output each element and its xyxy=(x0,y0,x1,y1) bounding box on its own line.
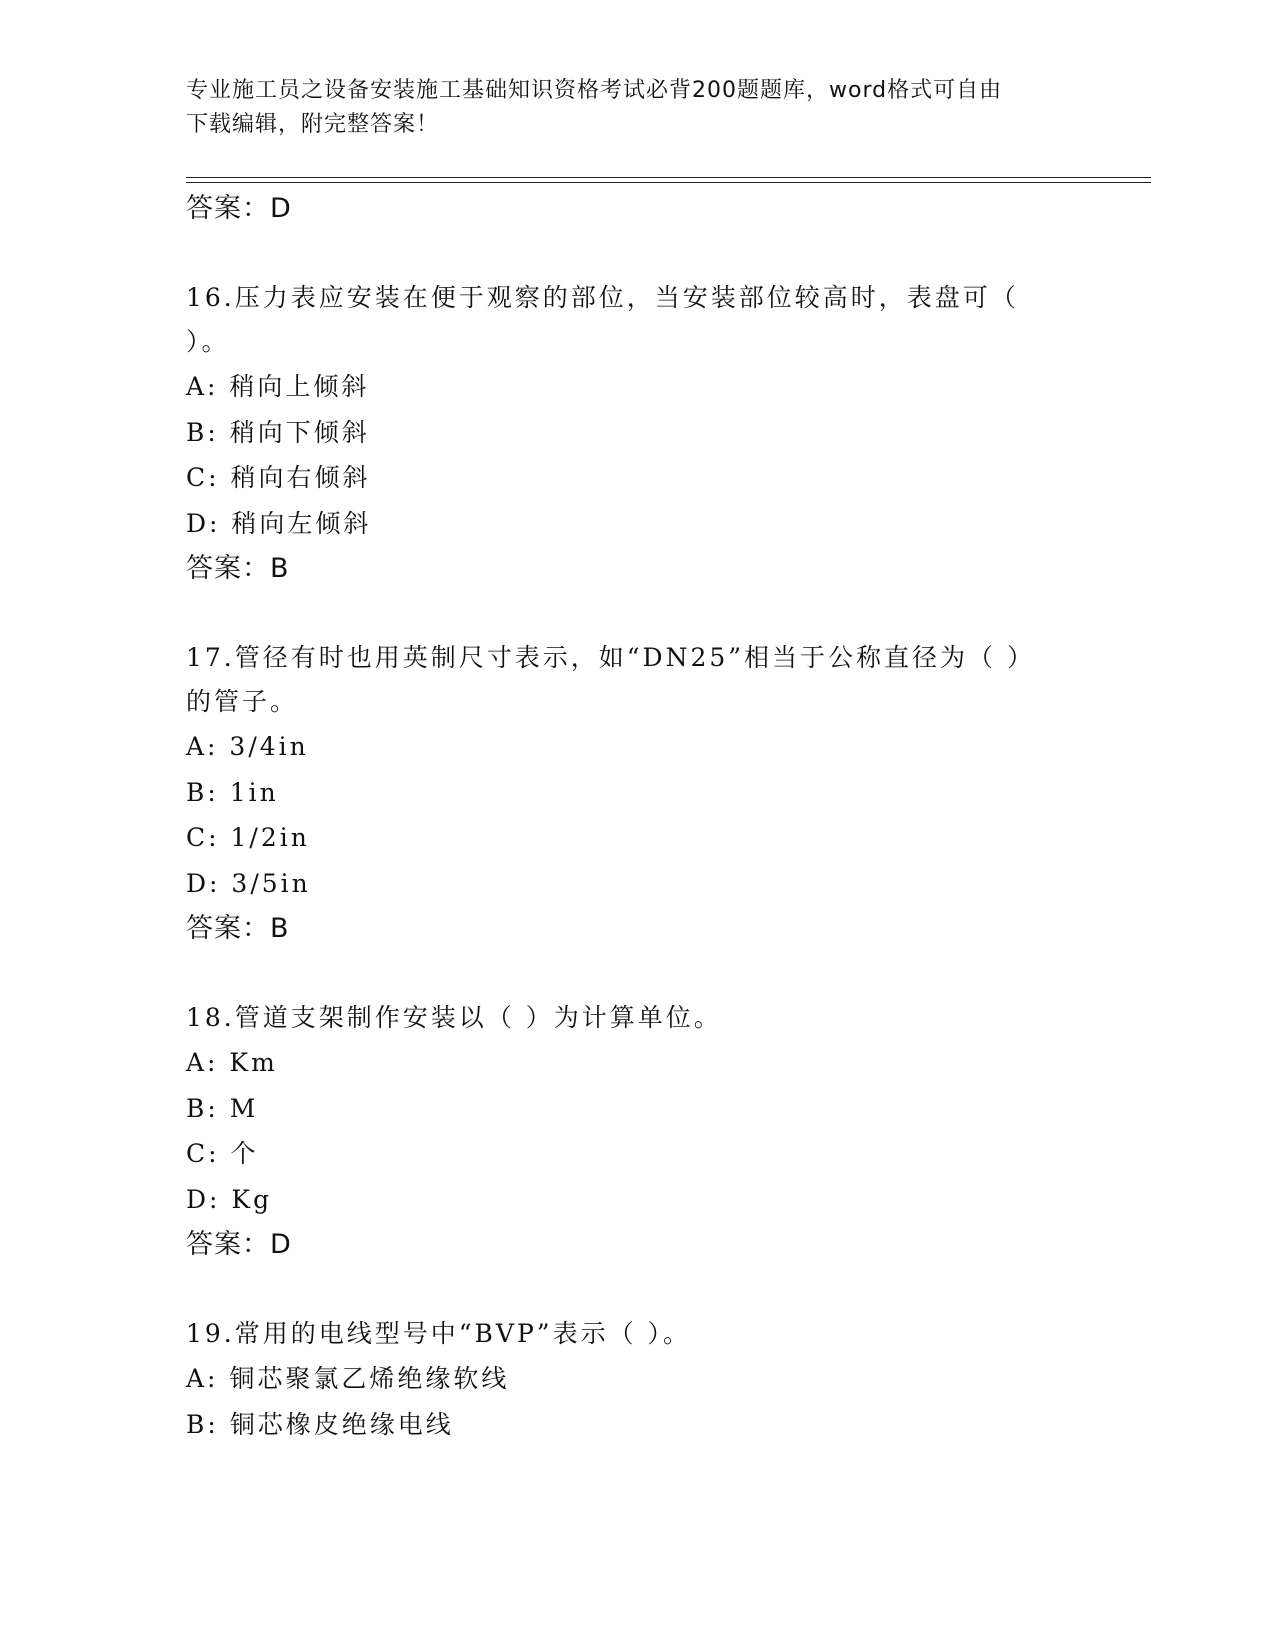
answer: 答案：B xyxy=(186,553,290,584)
question-stem: 17.管径有时也用英制尺寸表示，如“DN25”相当于公称直径为（ ） xyxy=(186,643,1035,672)
question-list xyxy=(186,186,1086,1447)
option-c: C: 稍向右倾斜 xyxy=(186,463,371,492)
option-b: B: 稍向下倾斜 xyxy=(186,417,370,447)
question-stem: 18.管道支架制作安装以（ ）为计算单位。 xyxy=(186,1003,722,1032)
question-stem: 16.压力表应安装在便于观察的部位，当安装部位较高时，表盘可（ xyxy=(186,283,1019,312)
question-18 xyxy=(186,996,1086,1268)
option-d: D: 3/5in xyxy=(186,868,311,898)
question-16 xyxy=(186,276,1086,592)
option-b: B: M xyxy=(186,1093,259,1123)
header-line-2: 下载编辑，附完整答案！ xyxy=(186,112,440,137)
header-line-1: 专业施工员之设备安装施工基础知识资格考试必背200题题库，word格式可自由 xyxy=(186,78,1003,103)
option-b: B: 铜芯橡皮绝缘电线 xyxy=(186,1409,454,1439)
option-a: A: 稍向上倾斜 xyxy=(186,372,370,401)
question-stem-continued: ）。 xyxy=(186,327,230,356)
option-a: A: 3/4in xyxy=(186,732,309,761)
option-d: D: 稍向左倾斜 xyxy=(186,508,372,538)
option-c: C: 个 xyxy=(186,1139,259,1168)
previous-answer: 答案：D xyxy=(186,193,292,224)
document-header xyxy=(186,74,1066,142)
question-stem: 19.常用的电线型号中“BVP”表示（ ）。 xyxy=(186,1319,692,1348)
option-c: C: 1/2in xyxy=(186,823,310,852)
question-stem-continued: 的管子。 xyxy=(186,687,299,716)
question-17 xyxy=(186,636,1086,952)
option-b: B: 1in xyxy=(186,777,279,807)
header-divider-bottom xyxy=(186,182,1151,183)
option-a: A: 铜芯聚氯乙烯绝缘软线 xyxy=(186,1364,510,1393)
answer: 答案：B xyxy=(186,913,290,944)
question-19 xyxy=(186,1312,1086,1447)
option-d: D: Kg xyxy=(186,1184,273,1214)
option-a: A: Km xyxy=(186,1048,278,1077)
header-divider-top xyxy=(186,177,1151,178)
answer: 答案：D xyxy=(186,1229,292,1260)
